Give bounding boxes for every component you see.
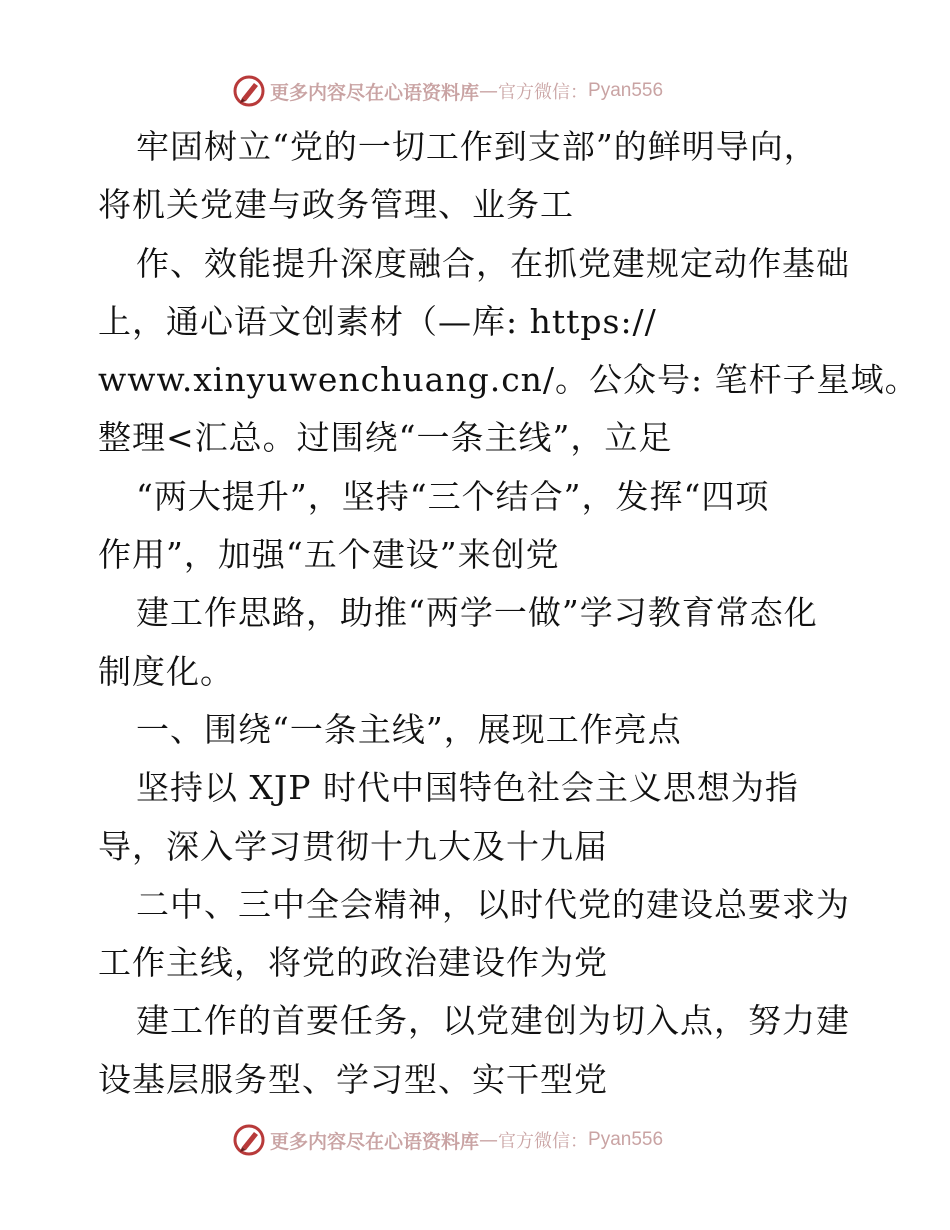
text-line: “两大提升”，坚持“三个结合”，发挥“四项 xyxy=(136,476,770,516)
text-line: 将机关党建与政务管理、业务工 xyxy=(98,185,574,225)
text-line: 导，深入学习贯彻十九大及十九届 xyxy=(98,826,608,866)
watermark-footer xyxy=(232,1121,752,1159)
watermark-dash: — xyxy=(479,1129,499,1151)
section-heading: 一、围绕“一条主线”，展现工作亮点 xyxy=(136,709,682,749)
watermark-main-text: 更多内容尽在心语资料库 xyxy=(270,1130,480,1153)
watermark-main-text: 更多内容尽在心语资料库 xyxy=(270,81,480,104)
watermark-header xyxy=(232,72,752,110)
text-line: 设基层服务型、学习型、实干型党 xyxy=(98,1059,608,1099)
pen-logo-icon xyxy=(232,1123,266,1157)
pen-logo-icon xyxy=(232,74,266,108)
watermark-wechat-id: Pyan556 xyxy=(588,80,664,101)
document-body xyxy=(98,118,919,1109)
text-line: 建工作的首要任务，以党建创为切入点，努力建 xyxy=(136,1001,850,1041)
text-line: 作用”，加强“五个建设”来创党 xyxy=(98,535,560,575)
text-line: 二中、三中全会精神，以时代党的建设总要求为 xyxy=(136,884,850,924)
text-line: 工作主线，将党的政治建设作为党 xyxy=(98,943,608,983)
text-line: 整理<汇总。过围绕“一条主线”，立足 xyxy=(98,418,673,458)
watermark-wechat-label: 官方微信： xyxy=(498,82,589,103)
watermark-wechat-label: 官方微信： xyxy=(498,1131,589,1152)
text-line: 制度化。 xyxy=(98,651,234,691)
text-line: 作、效能提升深度融合，在抓党建规定动作基础 xyxy=(136,243,850,283)
watermark-dash: — xyxy=(479,80,499,102)
watermark-wechat-id: Pyan556 xyxy=(588,1129,664,1150)
text-line: 坚持以 XJP 时代中国特色社会主义思想为指 xyxy=(136,768,799,808)
text-line: 牢固树立“党的一切工作到支部”的鲜明导向， xyxy=(136,127,818,166)
text-line: www.xinyuwenchuang.cn/。公众号: 笔杆子星域。 xyxy=(98,360,919,400)
text-line: 上，通心语文创素材（—库: https:// xyxy=(98,301,657,341)
text-line: 建工作思路，助推“两学一做”学习教育常态化 xyxy=(136,593,818,633)
